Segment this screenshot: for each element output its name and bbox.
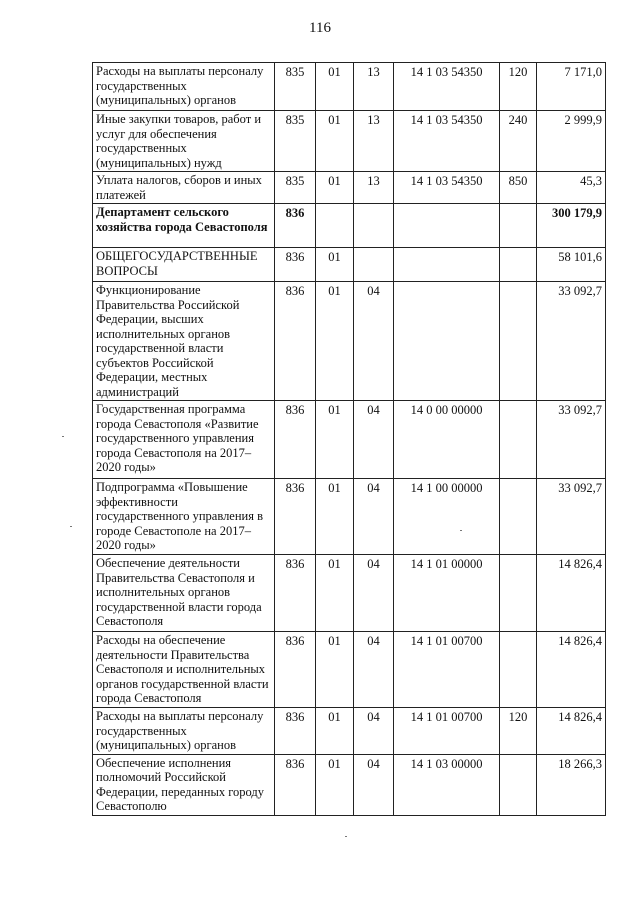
row-sum: 18 266,3: [537, 754, 606, 815]
budget-table: [92, 62, 606, 816]
row-vr: [500, 401, 537, 479]
table-row: [93, 708, 606, 755]
row-ved: 836: [275, 632, 316, 708]
row-ved: 836: [275, 282, 316, 401]
row-rz: 01: [316, 111, 354, 172]
row-rz: 01: [316, 708, 354, 755]
row-ved: 835: [275, 111, 316, 172]
row-vr: [500, 282, 537, 401]
row-name: ОБЩЕГОСУДАРСТВЕННЫЕ ВОПРОСЫ: [93, 248, 275, 282]
row-sum: 33 092,7: [537, 401, 606, 479]
row-pr: [354, 204, 394, 248]
row-ved: 835: [275, 172, 316, 204]
row-rz: 01: [316, 172, 354, 204]
row-name: Департамент сельского хозяйства города Севастополя: [93, 204, 275, 248]
table-row: [93, 63, 606, 111]
row-csr: [394, 204, 500, 248]
row-pr: 04: [354, 401, 394, 479]
row-vr: [500, 632, 537, 708]
row-pr: [354, 248, 394, 282]
row-name: Государственная программа города Севастополя «Развитие государственного управления города Севастополя на 2017–2020 годы»: [93, 401, 275, 479]
row-ved: 836: [275, 555, 316, 632]
row-sum: 2 999,9: [537, 111, 606, 172]
row-name: Расходы на выплаты персоналу государственных (муниципальных) органов: [93, 708, 275, 755]
row-ved: 836: [275, 754, 316, 815]
row-name: Расходы на обеспечение деятельности Правительства Севастополя и исполнительных органов государственной власти города Севастополя: [93, 632, 275, 708]
row-pr: 04: [354, 479, 394, 555]
row-rz: 01: [316, 63, 354, 111]
row-name: Расходы на выплаты персоналу государственных (муниципальных) органов: [93, 63, 275, 111]
row-vr: 120: [500, 708, 537, 755]
row-vr: [500, 754, 537, 815]
scan-speck: [345, 836, 347, 837]
row-pr: 13: [354, 111, 394, 172]
row-ved: 835: [275, 63, 316, 111]
row-pr: 04: [354, 282, 394, 401]
row-rz: 01: [316, 282, 354, 401]
row-pr: 04: [354, 632, 394, 708]
row-vr: [500, 479, 537, 555]
row-vr: [500, 204, 537, 248]
row-csr: 14 1 01 00000: [394, 555, 500, 632]
row-sum: 14 826,4: [537, 708, 606, 755]
row-name: Уплата налогов, сборов и иных платежей: [93, 172, 275, 204]
row-rz: 01: [316, 248, 354, 282]
row-csr: 14 1 03 00000: [394, 754, 500, 815]
row-rz: [316, 204, 354, 248]
row-sum: 300 179,9: [537, 204, 606, 248]
table-body: [93, 63, 606, 816]
row-csr: 14 1 00 00000: [394, 479, 500, 555]
page-number: 116: [309, 20, 331, 36]
row-csr: 14 0 00 00000: [394, 401, 500, 479]
row-rz: 01: [316, 555, 354, 632]
row-vr: 120: [500, 63, 537, 111]
row-rz: 01: [316, 479, 354, 555]
row-ved: 836: [275, 204, 316, 248]
row-csr: [394, 282, 500, 401]
scan-speck: [70, 526, 72, 527]
row-csr: 14 1 01 00700: [394, 632, 500, 708]
row-name: Подпрограмма «Повышение эффективности государственного управления в городе Севастополе на 2017–2020 годы»: [93, 479, 275, 555]
table-row: [93, 204, 606, 248]
table-row: [93, 172, 606, 204]
row-vr: [500, 555, 537, 632]
row-name: Функционирование Правительства Российской Федерации, высших исполнительных органов государственной власти субъектов Российской Федерации, местных администраций: [93, 282, 275, 401]
row-vr: 850: [500, 172, 537, 204]
row-pr: 04: [354, 754, 394, 815]
row-csr: 14 1 03 54350: [394, 111, 500, 172]
table-row: [93, 479, 606, 555]
row-csr: 14 1 01 00700: [394, 708, 500, 755]
row-rz: 01: [316, 632, 354, 708]
table-row: [93, 111, 606, 172]
row-sum: 14 826,4: [537, 632, 606, 708]
row-csr: [394, 248, 500, 282]
row-pr: 04: [354, 555, 394, 632]
row-ved: 836: [275, 479, 316, 555]
row-csr: 14 1 03 54350: [394, 172, 500, 204]
row-ved: 836: [275, 248, 316, 282]
table-row: [93, 555, 606, 632]
row-rz: 01: [316, 754, 354, 815]
table-row: [93, 248, 606, 282]
row-ved: 836: [275, 708, 316, 755]
row-sum: 7 171,0: [537, 63, 606, 111]
row-sum: 45,3: [537, 172, 606, 204]
row-name: Обеспечение исполнения полномочий Российской Федерации, переданных городу Севастополю: [93, 754, 275, 815]
scan-speck: [62, 436, 64, 437]
row-sum: 33 092,7: [537, 282, 606, 401]
row-csr: 14 1 03 54350: [394, 63, 500, 111]
table-row: [93, 401, 606, 479]
row-sum: 58 101,6: [537, 248, 606, 282]
table-row: [93, 282, 606, 401]
row-vr: 240: [500, 111, 537, 172]
row-pr: 13: [354, 63, 394, 111]
table-row: [93, 632, 606, 708]
row-vr: [500, 248, 537, 282]
row-name: Иные закупки товаров, работ и услуг для обеспечения государственных (муниципальных) нужд: [93, 111, 275, 172]
row-pr: 04: [354, 708, 394, 755]
row-sum: 14 826,4: [537, 555, 606, 632]
table-row: [93, 754, 606, 815]
row-rz: 01: [316, 401, 354, 479]
scan-speck: [460, 530, 462, 531]
row-name: Обеспечение деятельности Правительства Севастополя и исполнительных органов государственной власти города Севастополя: [93, 555, 275, 632]
row-sum: 33 092,7: [537, 479, 606, 555]
row-pr: 13: [354, 172, 394, 204]
row-ved: 836: [275, 401, 316, 479]
